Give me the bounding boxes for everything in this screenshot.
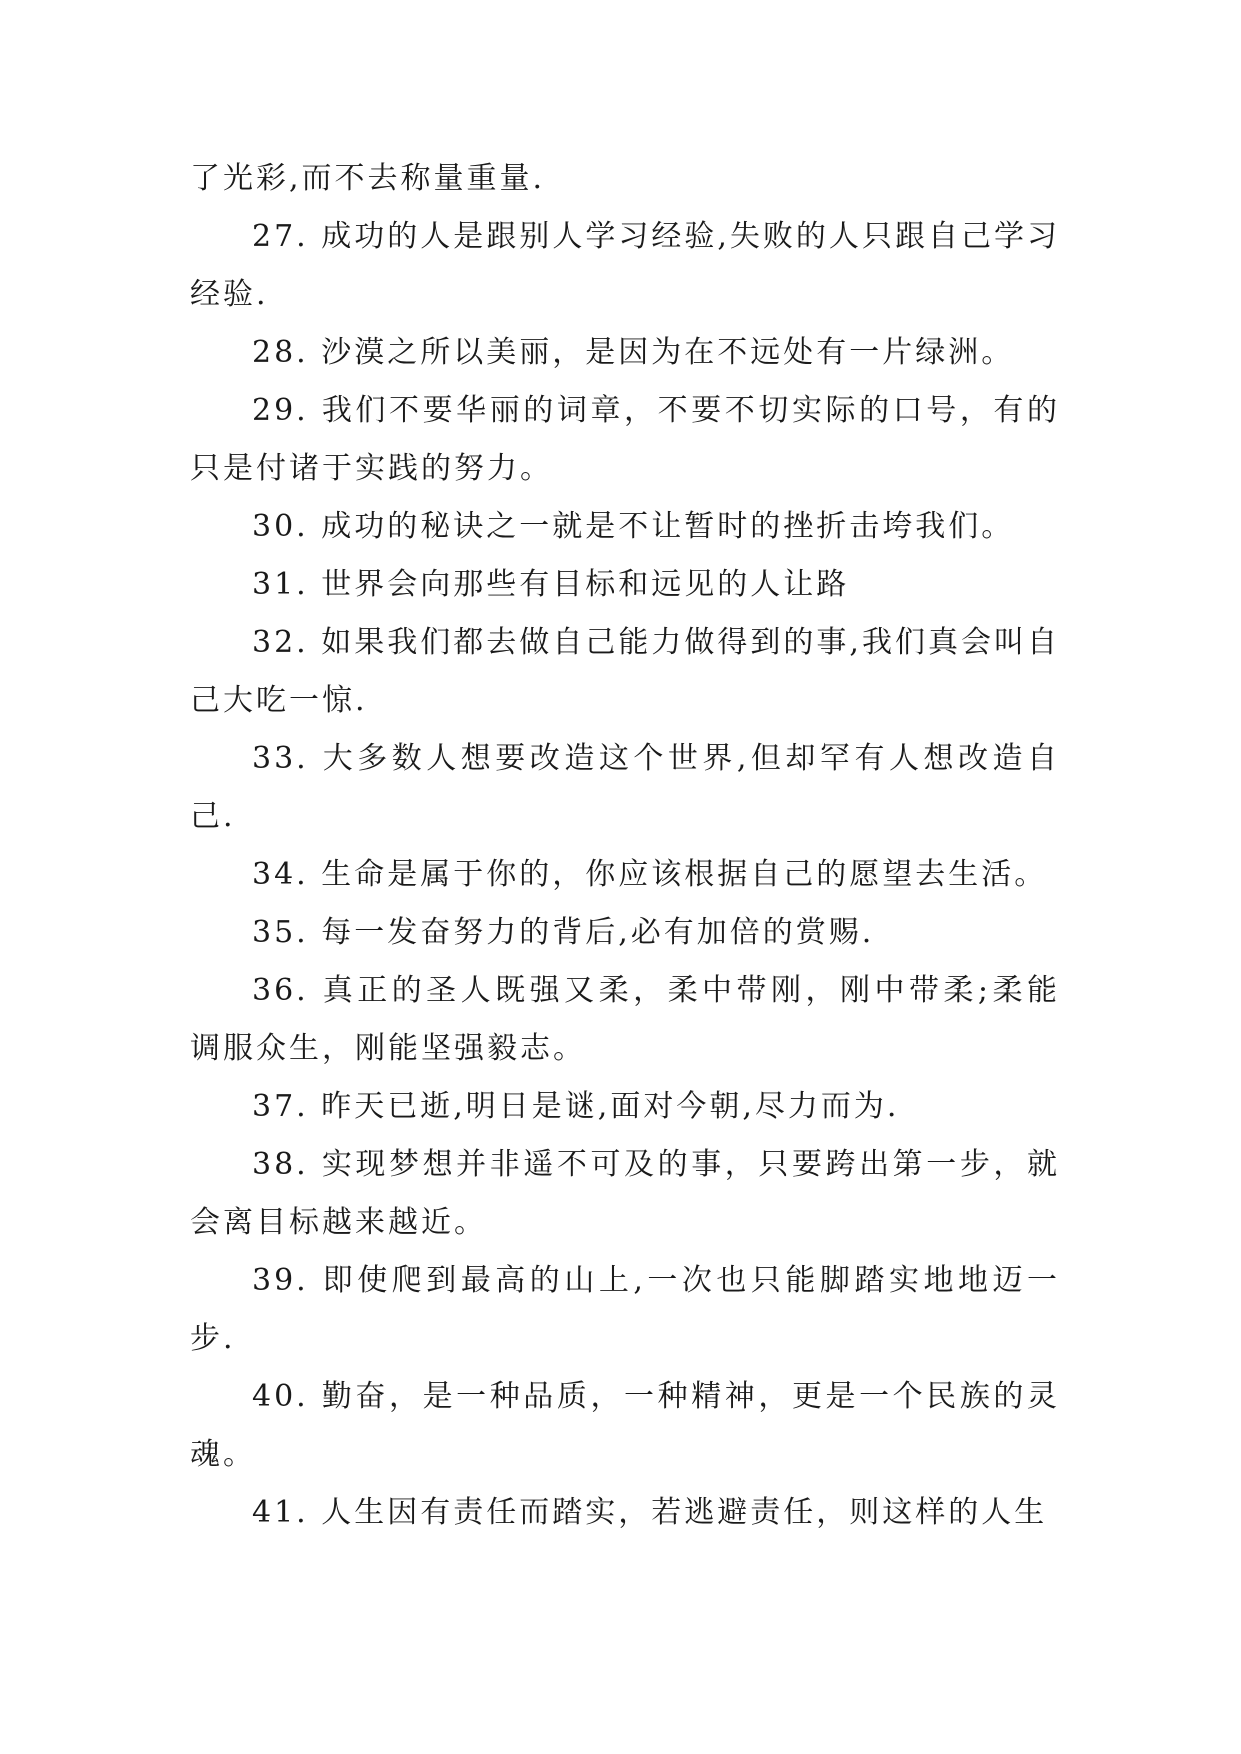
quote-27: 27. 成功的人是跟别人学习经验,失败的人只跟自己学习经验. (190, 219, 1060, 312)
quote-34: 34. 生命是属于你的，你应该根据自己的愿望去生活。 (252, 857, 1048, 892)
quote-39: 39. 即使爬到最高的山上,一次也只能脚踏实地地迈一步. (190, 1263, 1060, 1356)
quote-41: 41. 人生因有责任而踏实，若逃避责任，则这样的人生 (252, 1495, 1048, 1530)
paragraph-continuation: 了光彩,而不去称量重量. (190, 161, 546, 196)
quote-37: 37. 昨天已逝,明日是谜,面对今朝,尽力而为. (252, 1089, 900, 1124)
quote-35: 35. 每一发奋努力的背后,必有加倍的赏赐. (252, 915, 875, 950)
quote-28: 28. 沙漠之所以美丽，是因为在不远处有一片绿洲。 (252, 335, 1015, 370)
document-body (190, 150, 1060, 1542)
quote-31: 31. 世界会向那些有目标和远见的人让路 (252, 567, 850, 602)
quote-32: 32. 如果我们都去做自己能力做得到的事,我们真会叫自己大吃一惊. (190, 625, 1060, 718)
quote-38: 38. 实现梦想并非遥不可及的事，只要跨出第一步，就会离目标越来越近。 (190, 1147, 1060, 1240)
quote-30: 30. 成功的秘诀之一就是不让暂时的挫折击垮我们。 (252, 509, 1015, 544)
quote-33: 33. 大多数人想要改造这个世界,但却罕有人想改造自己. (190, 741, 1060, 834)
quote-36: 36. 真正的圣人既强又柔，柔中带刚，刚中带柔;柔能调服众生，刚能坚强毅志。 (190, 973, 1060, 1066)
quote-29: 29. 我们不要华丽的词章，不要不切实际的口号，有的只是付诸于实践的努力。 (190, 393, 1060, 486)
quote-40: 40. 勤奋，是一种品质，一种精神，更是一个民族的灵魂。 (190, 1379, 1060, 1472)
